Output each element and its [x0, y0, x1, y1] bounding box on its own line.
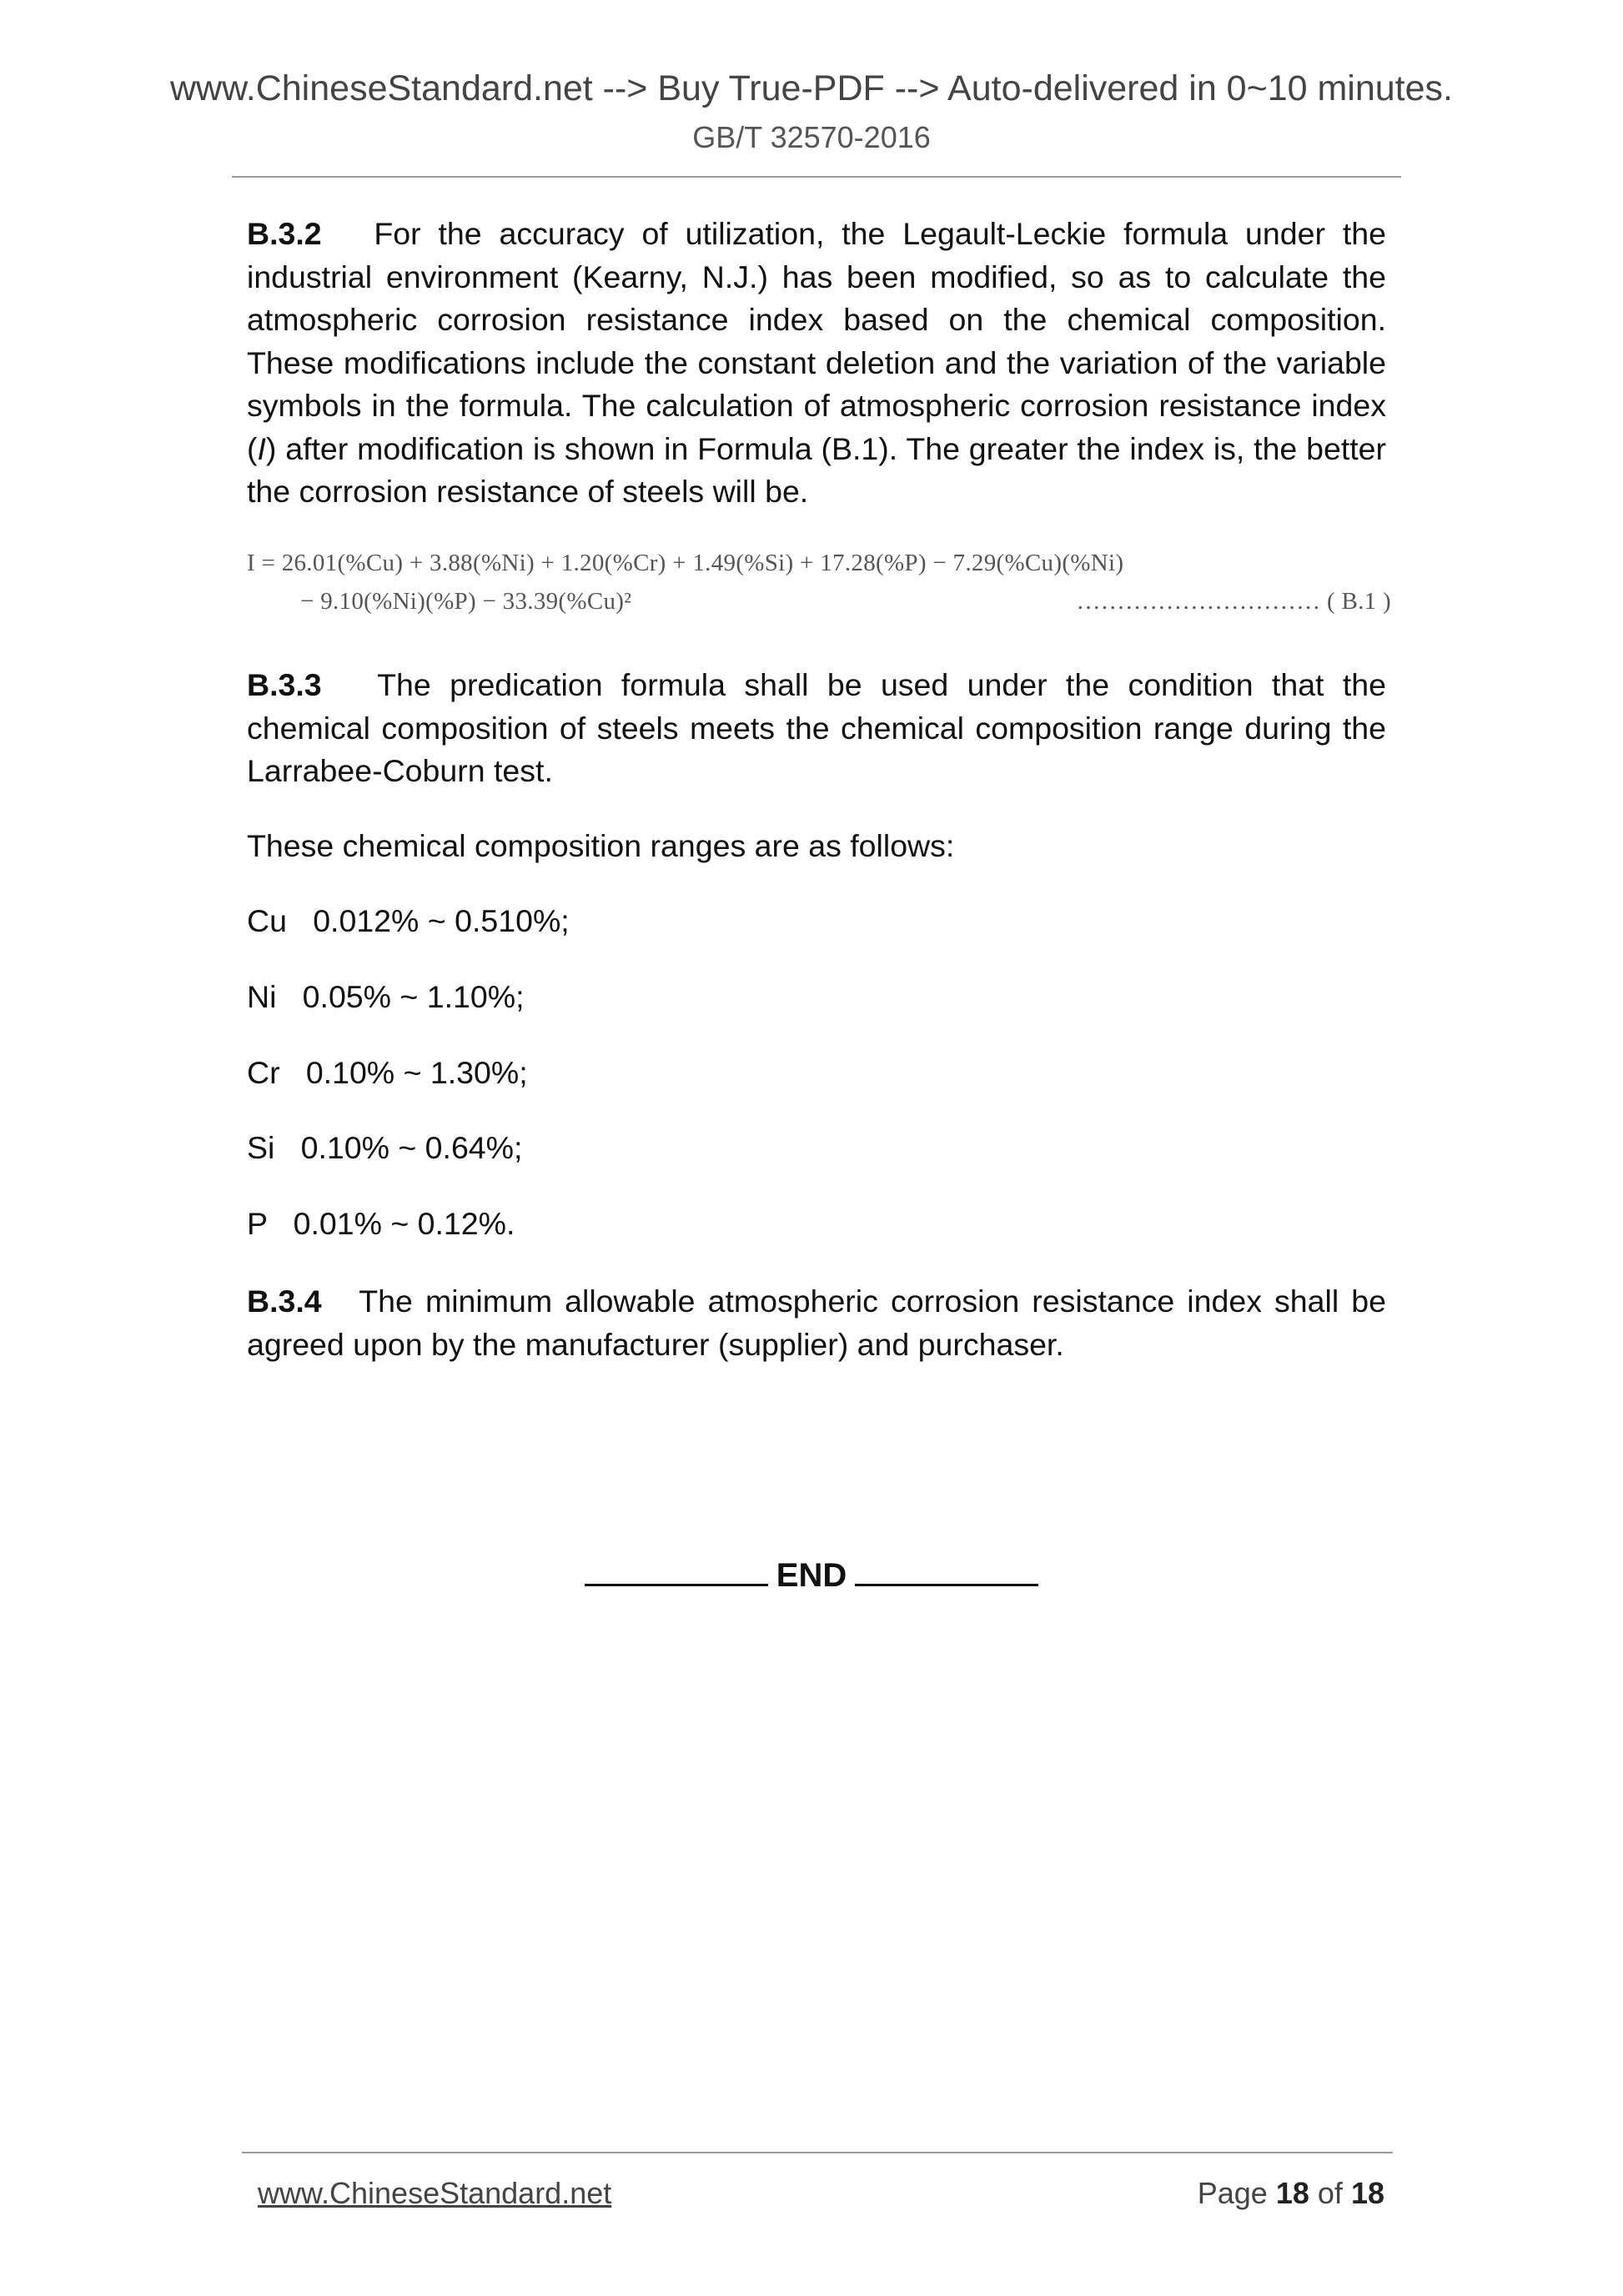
standard-code: GB/T 32570-2016 — [692, 120, 931, 154]
clause-b32-text-b: ) after modification is shown in Formula (B.1). The greater the index is, the better the corrosion resistance of steels will be. — [247, 430, 1386, 509]
formula-line-2: − 9.10(%Ni)(%P) − 33.39(%Cu)² — [300, 588, 632, 615]
clause-b34-text: The minimum allowable atmospheric corrosion resistance index shall be agreed upon by the manufacturer (supplier) and purchaser. — [247, 1284, 1386, 1362]
clause-b33 — [247, 664, 1386, 793]
footer-site-link[interactable]: www.ChineseStandard.net — [258, 2176, 612, 2210]
clause-b32-number: B.3.2 — [247, 216, 322, 251]
end-label: END — [776, 1557, 847, 1594]
range-item-cr: Cr 0.10% ~ 1.30%; — [247, 1055, 528, 1090]
range-item-ni: Ni 0.05% ~ 1.10%; — [247, 979, 525, 1014]
header-divider — [232, 176, 1401, 178]
end-line-right — [855, 1547, 1038, 1586]
end-line-left — [585, 1547, 768, 1586]
page-word: Page — [1197, 2176, 1268, 2210]
footer-divider — [242, 2152, 1393, 2153]
ranges-intro: These chemical composition ranges are as follows: — [247, 828, 955, 863]
clause-b33-number: B.3.3 — [247, 667, 322, 702]
page-current: 18 — [1275, 2176, 1309, 2210]
range-item-p: P 0.01% ~ 0.12%. — [247, 1206, 515, 1241]
formula-b1 — [247, 544, 1391, 620]
clause-b34-number: B.3.4 — [247, 1284, 322, 1319]
page-total: 18 — [1350, 2176, 1384, 2210]
clause-b32-text-a: For the accuracy of utilization, the Legault-Leckie formula under the industrial environment (Kearny, N.J.) has been modified, so as to calculate the atmospheric corrosion resistance index based on the chemical composition. These modifications include the constant deletion and the variation of the variable symbols in the formula. The calculation of atmospheric corrosion resistance index ( — [247, 216, 1386, 466]
header-banner: www.ChineseStandard.net --> Buy True-PDF --> Auto-delivered in 0~10 minutes. — [169, 68, 1453, 108]
range-item-si: Si 0.10% ~ 0.64%; — [247, 1130, 523, 1165]
page-indicator — [1198, 2173, 1384, 2213]
range-item-cu: Cu 0.012% ~ 0.510%; — [247, 903, 570, 938]
clause-b32-var: I — [257, 430, 266, 466]
formula-ref: ………………………… ( B.1 ) — [1076, 588, 1391, 615]
clause-b34 — [247, 1280, 1386, 1366]
formula-line-1: I = 26.01(%Cu) + 3.88(%Ni) + 1.20(%Cr) + 1.49(%Si) + 17.28(%P) − 7.29(%Cu)(%Ni) — [247, 550, 1124, 576]
clause-b32 — [247, 213, 1386, 514]
end-marker — [0, 1547, 1623, 1600]
clause-b33-text: The predication formula shall be used under the condition that the chemical composition of steels meets the chemical composition range during the Larrabee-Coburn test. — [247, 667, 1386, 788]
of-word: of — [1317, 2176, 1343, 2210]
